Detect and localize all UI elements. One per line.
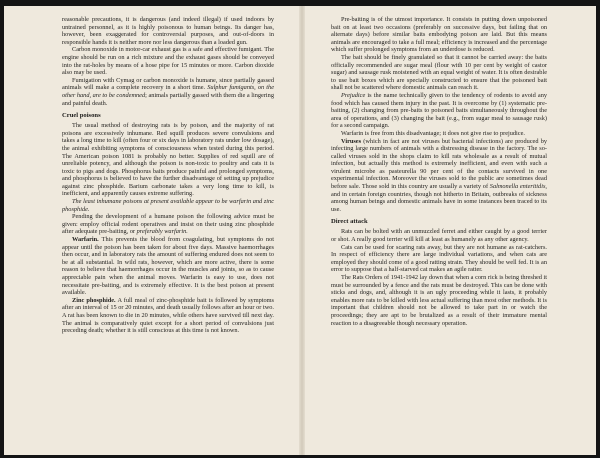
paragraph: Pending the development of a humane poison the following advice must be given: employ official rodent operatives and insist on their using zinc phosphide after adequate pre-baiting, or preferably warfarin. <box>62 213 274 236</box>
paragraph: reasonable precautions, it is dangerous (and indeed illegal) if used indoors by untrained personnel, as it is highly poisonous to human beings. Its danger has, however, been exaggerated for controversial purposes, and out-of-doors in responsible hands it is neither more nor less dangerous than a loaded gun. <box>62 16 274 46</box>
paragraph: Rats can be bolted with an unmuzzled ferret and either caught by a good terrier or shot. A really good terrier will kill at least as humanely as any other agency. <box>331 228 547 244</box>
paragraph: Warfarin is free from this disadvantage; it does not give rise to prejudice. <box>341 129 525 137</box>
section-heading-direct-attack: Direct attack <box>331 218 368 226</box>
paragraph: The least inhumane poisons at present available appear to be warfarin and zinc phosphide. <box>62 198 274 213</box>
paragraph: Fumigation with Cymag or carbon monoxide is humane, since partially gassed animals will make a complete recovery in a short time. Sulphur fumigants, on the other hand, are to be condemned; animals partially gassed with them die a lingering and painful death. <box>62 76 274 107</box>
booklet-spread <box>4 6 596 455</box>
paragraph: The bait should be finely granulated so that it cannot be carried away: the baits officially recommended are sugar meal (flour with 10 per cent by weight of castor sugar) and sausage rusk moistened with an equal weight of water. It is often desirable to use bait boxes which are specially constructed to ensure that the poisoned bait shall not be scattered where domestic animals can reach it. <box>331 53 547 92</box>
page-gutter <box>299 6 305 455</box>
paragraph: Viruses (which in fact are not viruses but bacterial infections) are produced by infecting large numbers of animals with a distressing disease in the factory. The so-called viruses sold in the shops claim to kill rats wholesale as a result of mutual infection, but actually this method is extremely inefficient, and even with such a virulent microbe as pasteurella 90 per cent of the contacts survived in one experimental infection. Moreover the viruses sold to the public are sometimes dead before sale. Those sold in this country are usually a variety of Salmonella enteritidis, and in certain foreign countries, though not hitherto in Britain, outbreaks of sickness among human beings and domestic animals have in some instances been traced to its use. <box>331 137 547 213</box>
paragraph: Prejudice is the name technically given to the tendency of rodents to avoid any food which has caused them injury in the past. It is overcome by (1) systematic pre-baiting, (2) changing from pre-baits to poisoned baits simultaneously throughout the area of operations, and (3) changing the bait (e.g., from sugar meal to sausage rusk) for a second campaign. <box>331 91 547 130</box>
right-page <box>331 16 547 446</box>
paragraph: The usual method of destroying rats is by poison, and the majority of rat poisons are excessively inhumane. Red squill produces severe convulsions and takes a long time to kill (often four or six days in laboratory rats under low dosage), the animal exhibiting symptoms of consciousness when tested during this period. The American poison 1081 is probably no better. Supplies of red squill are of unreliable potency, and although the poison is non-toxic to poultry and cats it is toxic to pigs and dogs. Phosphorus baits produce painful and prolonged symptoms, and phosphorus is believed to have the further disadvantage of setting up prejudice against zinc phosphide. Barium carbonate takes a very long time to kill, is inefficient, and apparently causes extreme suffering. <box>62 122 274 198</box>
paragraph: Pre-baiting is of the utmost importance. It consists in putting down unpoisoned bait on at least two occasions (preferably on successive days, but failing that on alternate days) before similar baits embodying poison are laid. But this means animals are encouraged to take a full meal; efficiency is increased and the percentage which suffer prolonged symptoms from an underdose is reduced. <box>331 16 547 54</box>
paragraph: Warfarin. This prevents the blood from coagulating, but symptoms do not appear until the poison has been taken for about five days. Massive haemorrhages then occur, and in laboratory rats the amount of suffering endured does not seem to be at all substantial. In wild rats, however, which are more active, there is some reason to believe that haemorrhages occur in the muscles and joints, so as to cause appreciable pain when the animal moves. Warfarin is easy to use, does not necessitate pre-baiting, and is extremely effective. It is the best poison at present available. <box>62 236 274 297</box>
section-heading-cruel-poisons: Cruel poisons <box>62 112 101 120</box>
paragraph: Carbon monoxide in motor-car exhaust gas is a safe and effective fumigant. The engine should be run on a rich mixture and the exhaust gases should be conveyed into the rat-holes by means of a hose pipe for 15 minutes or more. Carbon dioxide also may be used. <box>62 46 274 77</box>
paragraph: Zinc phosphide. A full meal of zinc-phosphide bait is followed by symptoms after an interval of 15 or 20 minutes, and death usually follows after an hour or two. A rat has been known to die in 20 minutes, while others have survived till next day. The animal is comparatively quiet except for a short period of convulsions just preceding death; whether it is still conscious at this time is not known. <box>62 296 274 335</box>
paragraph: The Rats Orders of 1941-1942 lay down that when a corn rick is being threshed it must be surrounded by a fence and the rats must be destroyed. This can be done with sticks and dogs, and, although it is an ugly proceeding while it lasts, it probably enables more rats to be killed with less actual suffering than most other methods. It is important that children should not be allowed to take part in or watch the proceedings; they are apt to be brutalized as a result of their immature mental reaction to a disagreeable though necessary operation. <box>331 274 547 327</box>
left-page <box>62 16 274 446</box>
paragraph: Cats can be used for scaring rats away, but they are not humane as rat-catchers. In respect of efficiency there are large individual variations, and when cats are employed they should come of a good ratting strain. They should be well fed. It is an error to suppose that a half-starved cat makes an agile ratter. <box>331 243 547 274</box>
